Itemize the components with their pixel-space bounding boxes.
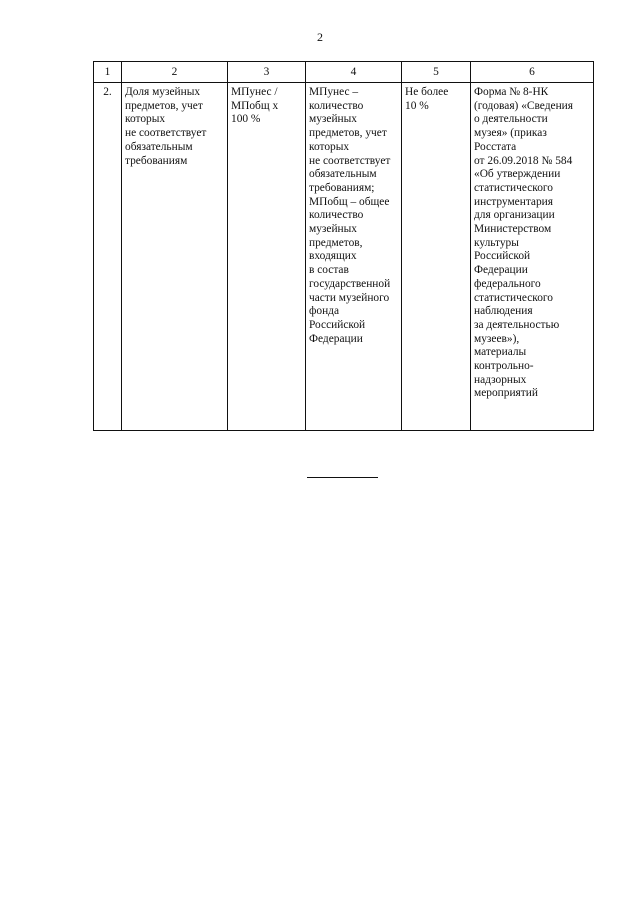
target-cell: [402, 83, 471, 431]
column-header-4: 4: [306, 62, 402, 83]
page-number: 2: [317, 30, 323, 44]
column-header-5: 5: [402, 62, 471, 83]
column-header-2: 2: [122, 62, 228, 83]
table-row: [94, 83, 594, 431]
indicator-table: [93, 61, 594, 431]
end-divider: [307, 477, 378, 478]
table-header-row: [94, 62, 594, 83]
formula-cell: [228, 83, 306, 431]
source-text: Форма № 8-НК (годовая) «Сведения о деятельности музея» (приказ Росстата от 26.09.2018 № 584 «Об утверждении статистического инструментария для организации Министерством культуры Российской Федерации федерального статистического наблюдения за деятельностью музеев»), материалы контрольно- надзорных мероприятий: [474, 86, 573, 400]
row-number: 2.: [103, 86, 112, 98]
column-header-1: 1: [94, 62, 122, 83]
indicator-name: Доля музейных предметов, учет которых не соответствует обязательным требованиям: [125, 86, 207, 167]
formula-text: МПунес / МПобщ х 100 %: [231, 86, 279, 126]
column-header-6: 6: [471, 62, 594, 83]
target-value: Не более 10 %: [405, 86, 449, 112]
definition-cell: [306, 83, 402, 431]
indicator-cell: [122, 83, 228, 431]
source-cell: [471, 83, 594, 431]
definition-text: МПунес – количество музейных предметов, учет которых не соответствует обязательным требованиям; МПобщ – общее количество музейных предметов, входящих в состав государственной части музейного фонда Российской Федерации: [309, 86, 391, 345]
row-number-cell: [94, 83, 122, 431]
column-header-3: 3: [228, 62, 306, 83]
